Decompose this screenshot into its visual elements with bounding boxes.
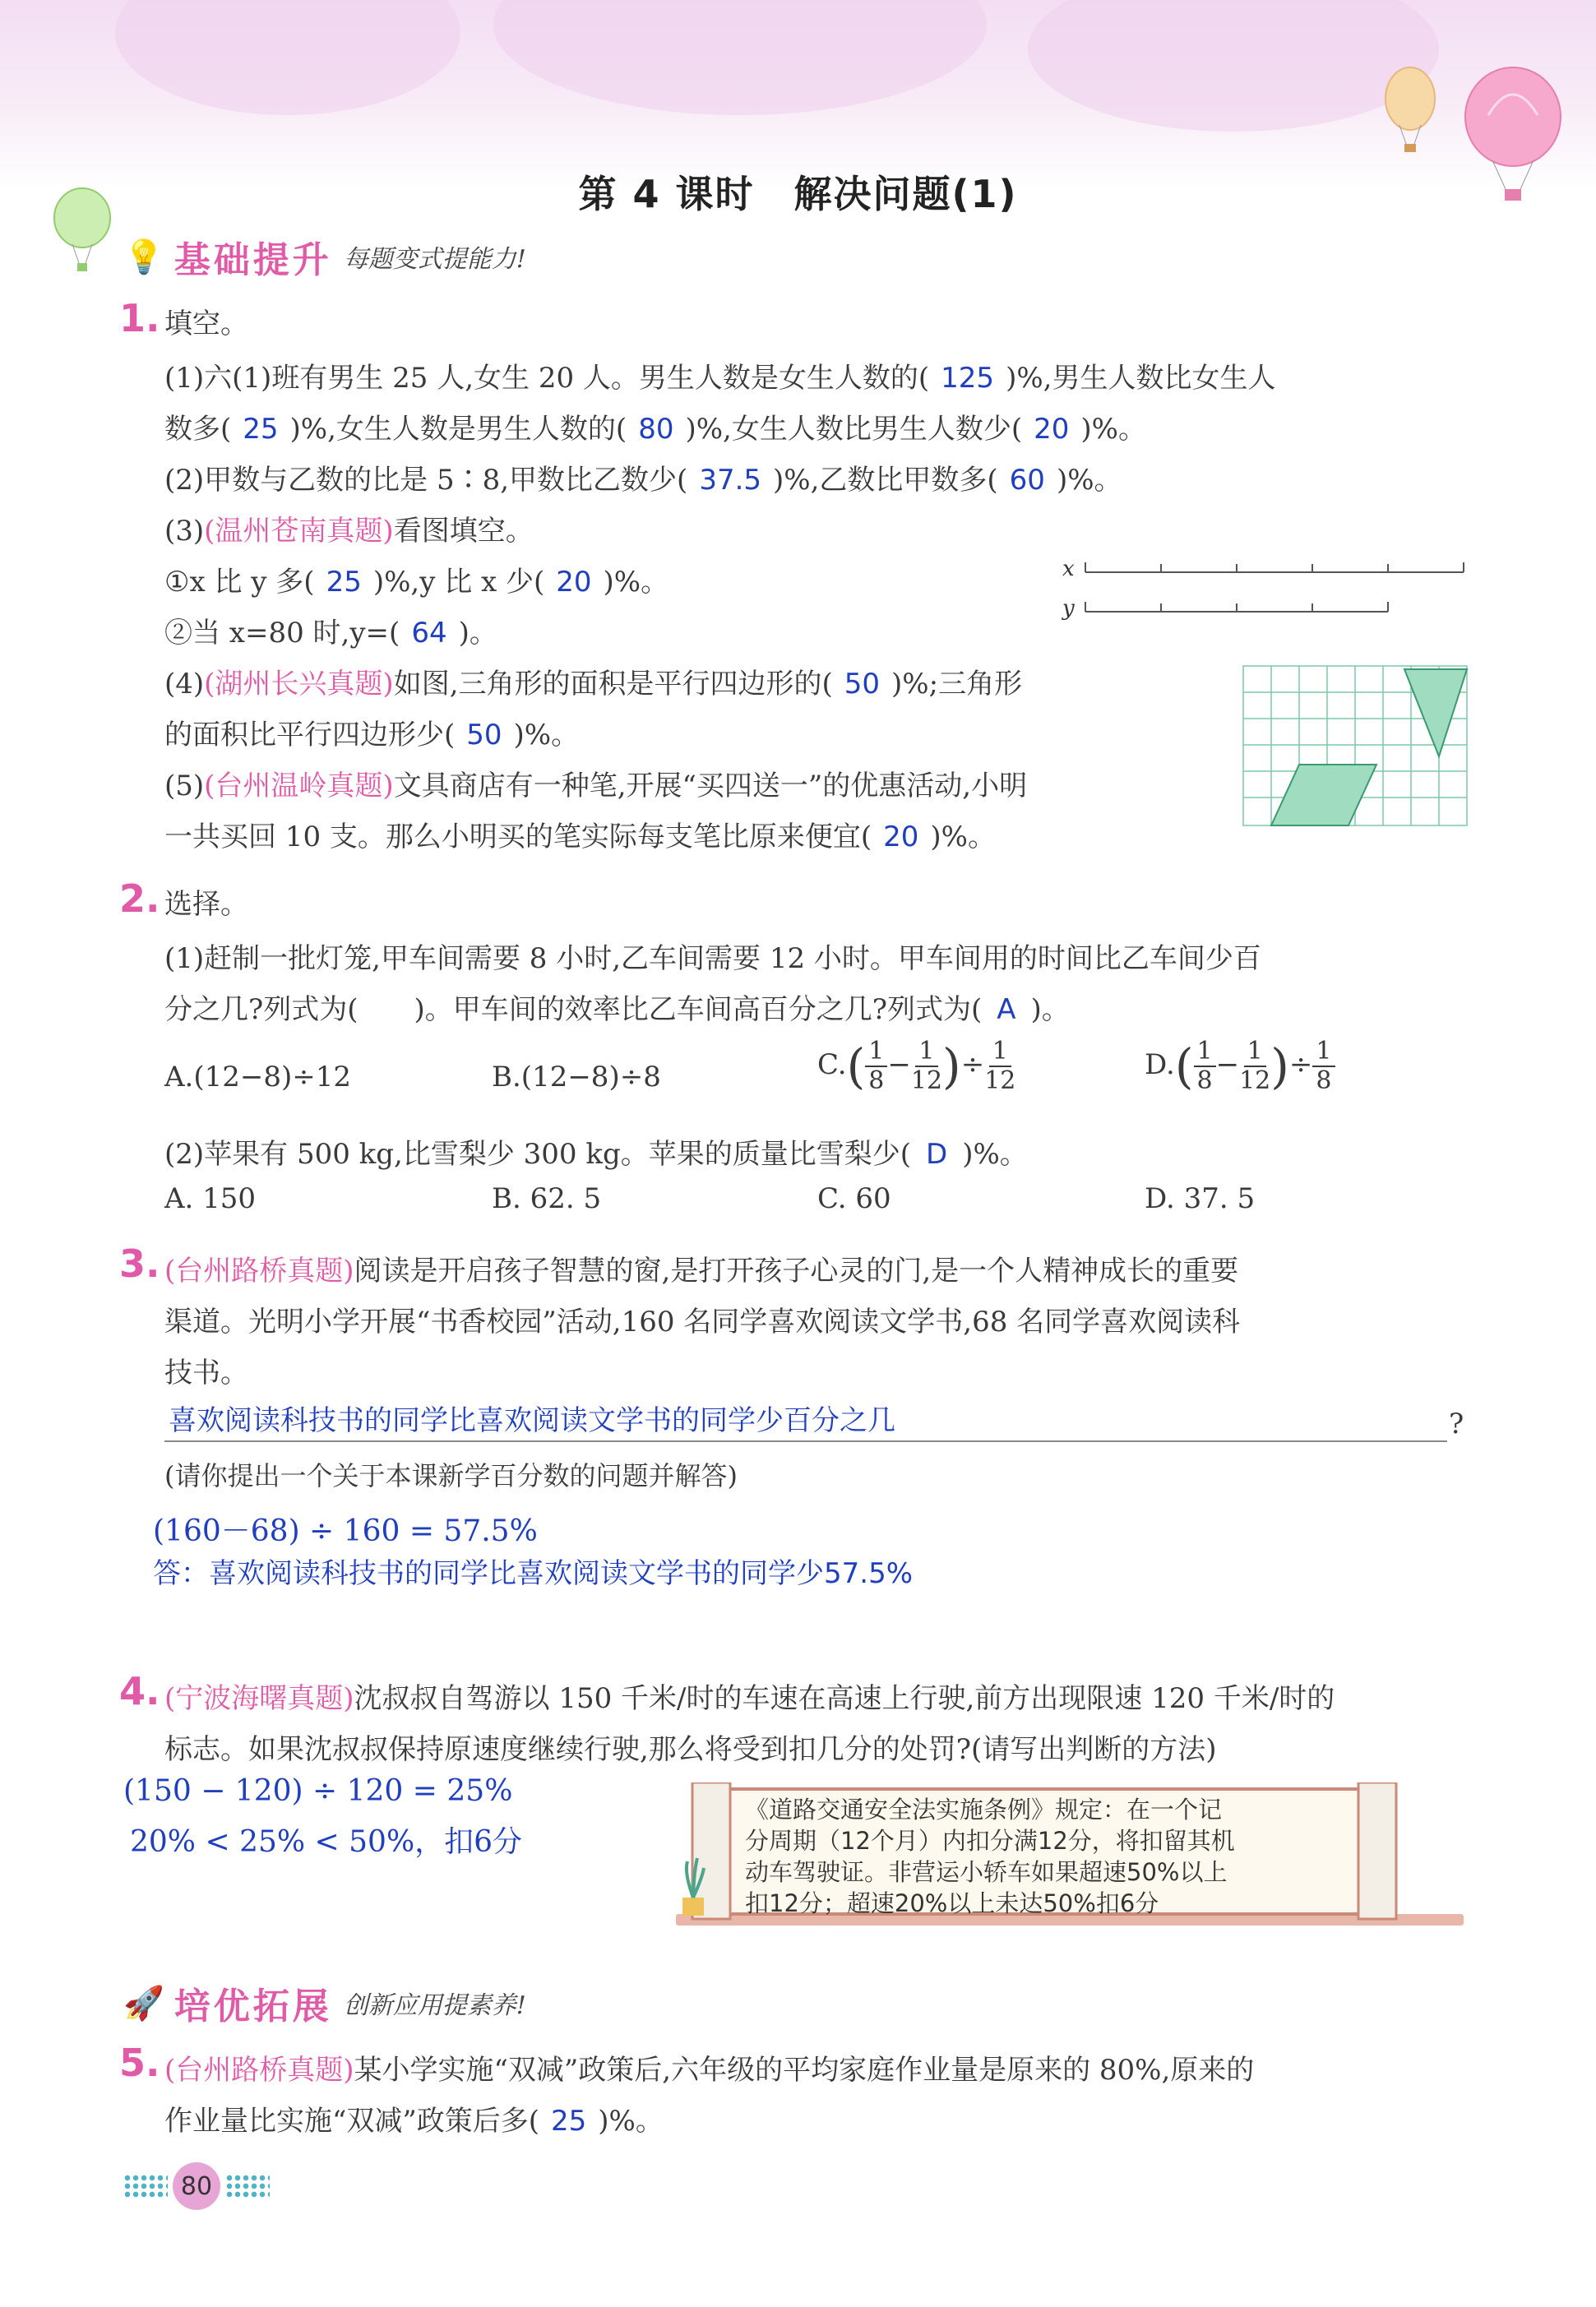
q2-part1-line2 <box>164 987 1070 1027</box>
text: )%。 <box>962 1138 1028 1171</box>
answer: D <box>926 1138 948 1171</box>
text: )%。 <box>930 821 996 853</box>
answer: 80 <box>638 413 674 446</box>
notice-line: 动车驾驶证。非营运小轿车如果超速50%以上 <box>745 1858 1228 1886</box>
text: (4) <box>164 668 205 700</box>
question-mark: ? <box>1449 1408 1464 1440</box>
question-number: 4. <box>119 1669 160 1713</box>
q1-part3-1 <box>164 559 668 599</box>
notice-text <box>745 1794 1235 1919</box>
answer: 25 <box>551 2105 587 2138</box>
text: 文具商店有一种笔,开展“买四送一”的优惠活动,小明 <box>393 770 1028 802</box>
notice-line: 分周期（12个月）内扣分满12分，将扣留其机 <box>745 1827 1235 1855</box>
q3-hint: (请你提出一个关于本课新学百分数的问题并解答) <box>164 1460 738 1491</box>
option-d: D.( $\frac{1}{8}$ − $\frac{1}{12}$ )÷ $\frac{1}{8}$ <box>1145 1038 1335 1095</box>
text: (3) <box>164 515 205 548</box>
option-a: A. 150 <box>164 1182 257 1215</box>
section-tag: 创新应用提素养! <box>343 1991 526 2020</box>
text: )%,乙数比甲数多( <box>773 464 998 497</box>
regulation-notice-board <box>676 1782 1464 1930</box>
page-title: 第 4 课时 解决问题(1) <box>578 172 1018 216</box>
text: )%,y 比 x 少( <box>372 566 545 599</box>
answer: 37.5 <box>699 464 762 497</box>
text: )%。 <box>603 566 669 599</box>
dots-decoration <box>123 2174 168 2198</box>
handwritten-question: 喜欢阅读科技书的同学比喜欢阅读文学书的同学少百分之几 <box>169 1404 895 1437</box>
text: − <box>1215 1048 1240 1081</box>
source-tag: (湖州长兴真题) <box>204 668 394 700</box>
answer: 25 <box>326 566 362 599</box>
notice-line: 《道路交通安全法实施条例》规定：在一个记 <box>745 1796 1223 1824</box>
page-number: 80 <box>173 2162 220 2210</box>
text: ÷ <box>960 1048 985 1081</box>
answer: 125 <box>941 362 995 395</box>
label-y: y <box>1062 596 1075 621</box>
question-number: 1. <box>119 296 160 340</box>
source-tag: (台州路桥真题) <box>164 2054 354 2087</box>
handwritten-answer: 答：喜欢阅读科技书的同学比喜欢阅读文学书的同学少57.5% <box>153 1557 914 1590</box>
text: − <box>887 1048 911 1081</box>
answer: 20 <box>556 566 592 599</box>
option-c: C.( $\frac{1}{8}$ − $\frac{1}{12}$ )÷ $\frac{1}{12}$ <box>817 1037 1016 1095</box>
fraction: $\frac{1}{12}$ <box>1239 1037 1271 1095</box>
grid-figure <box>1242 664 1472 829</box>
q2-part1-line1: (1)赶制一批灯笼,甲车间需要 8 小时,乙车间需要 12 小时。甲车间用的时间比乙车间少百 <box>164 942 1261 975</box>
text: 一共买回 10 支。那么小明买的笔实际每支笔比原来便宜( <box>164 821 872 853</box>
rocket-icon: 🚀 <box>123 1984 164 2023</box>
option-d: D. 37. 5 <box>1145 1182 1256 1215</box>
text: 作业量比实施“双减”政策后多( <box>164 2105 540 2138</box>
text: )%,女生人数比男生人数少( <box>685 413 1023 446</box>
question-number: 5. <box>119 2041 160 2085</box>
fraction: $\frac{1}{12}$ <box>984 1037 1016 1095</box>
option-c: C. 60 <box>817 1182 891 1215</box>
text: 如图,三角形的面积是平行四边形的( <box>393 668 833 700</box>
answer: 50 <box>844 668 881 700</box>
fraction: $\frac{1}{8}$ <box>865 1038 887 1095</box>
question-number: 3. <box>119 1241 160 1286</box>
answer-underline <box>164 1440 1447 1442</box>
source-tag: (宁波海曙真题) <box>164 1682 354 1715</box>
q1-part5-line1 <box>164 763 1027 803</box>
text: ÷ <box>1288 1048 1313 1081</box>
text: )%。 <box>598 2105 664 2138</box>
text: (5) <box>164 770 205 802</box>
answer: A <box>997 993 1016 1026</box>
text: 的面积比平行四边形少( <box>164 719 456 751</box>
text: )%。 <box>1080 413 1146 446</box>
cloud-decoration <box>493 0 987 115</box>
text: 沈叔叔自驾游以 150 千米/时的车速在高速上行驶,前方出现限速 120 千米/时的 <box>354 1682 1335 1715</box>
balloon-icon <box>1381 66 1439 156</box>
q1-part3-2 <box>164 610 497 650</box>
q2-part2 <box>164 1131 1028 1172</box>
q1-part5-line2 <box>164 814 996 854</box>
answer: 20 <box>1034 413 1070 446</box>
text: 分之几?列式为( )。甲车间的效率比乙车间高百分之几?列式为( <box>164 993 983 1026</box>
text: ①x 比 y 多( <box>164 566 315 599</box>
option-b: B.(12−8)÷8 <box>492 1061 661 1093</box>
cloud-decoration <box>1028 0 1439 132</box>
q4-line1 <box>164 1676 1335 1716</box>
text: 某小学实施“双减”政策后,六年级的平均家庭作业量是原来的 80%,原来的 <box>354 2054 1255 2087</box>
text: (2)苹果有 500 kg,比雪梨少 300 kg。苹果的质量比雪梨少( <box>164 1138 911 1171</box>
triangle-shape <box>1404 669 1467 756</box>
fraction: $\frac{1}{8}$ <box>1194 1038 1216 1095</box>
text: )%。 <box>1056 464 1122 497</box>
answer: 60 <box>1009 464 1045 497</box>
text: (2)甲数与乙数的比是 5∶8,甲数比乙数少( <box>164 464 688 497</box>
answer: 64 <box>411 617 447 650</box>
q1-part3-head <box>164 508 534 548</box>
text: )%,女生人数是男生人数的( <box>289 413 627 446</box>
question-heading: 填空。 <box>164 307 248 340</box>
lightbulb-icon: 💡 <box>123 238 164 276</box>
dots-decoration <box>225 2174 270 2198</box>
section-badge: 基础提升 <box>173 239 332 281</box>
text: D. <box>1145 1048 1175 1081</box>
text: (1)六(1)班有男生 25 人,女生 20 人。男生人数是女生人数的( <box>164 362 930 395</box>
section-tag: 每题变式提能力! <box>343 245 526 274</box>
text: )%。 <box>513 719 580 751</box>
header-banner <box>0 0 1596 189</box>
page-number-badge <box>123 2162 270 2210</box>
source-tag: (温州苍南真题) <box>204 515 394 548</box>
text: )%,男生人数比女生人 <box>1006 362 1276 395</box>
q4-line2: 标志。如果沈叔叔保持原速度继续行驶,那么将受到扣几分的处罚?(请写出判断的方法) <box>164 1733 1217 1766</box>
text: 看图填空。 <box>393 515 534 548</box>
option-a: A.(12−8)÷12 <box>164 1061 352 1093</box>
text: )%;三角形 <box>891 668 1023 700</box>
q1-part1-line2 <box>164 406 1146 446</box>
q3-line2: 渠道。光明小学开展“书香校园”活动,160 名同学喜欢阅读文学书,68 名同学喜欢阅读科 <box>164 1306 1241 1338</box>
notice-line: 扣12分；超速20%以上未达50%扣6分 <box>745 1889 1159 1917</box>
text: )。 <box>1030 993 1070 1026</box>
q1-part4-line2 <box>164 712 579 752</box>
text: C. <box>817 1048 847 1081</box>
question-number: 2. <box>119 876 160 921</box>
answer: 20 <box>883 821 919 853</box>
q5-line2 <box>164 2098 664 2138</box>
handwritten-work: (150 − 120) ÷ 120 = 25% <box>123 1774 513 1808</box>
q1-part4-line1 <box>164 661 1022 701</box>
fraction: $\frac{1}{12}$ <box>910 1037 943 1095</box>
parallelogram-shape <box>1271 765 1376 825</box>
segment-diagram <box>1061 552 1472 626</box>
answer: 50 <box>466 719 502 751</box>
fraction: $\frac{1}{8}$ <box>1312 1038 1335 1095</box>
option-b: B. 62. 5 <box>492 1182 602 1215</box>
text: 阅读是开启孩子智慧的窗,是打开孩子心灵的门,是一个人精神成长的重要 <box>354 1255 1239 1288</box>
q5-line1 <box>164 2047 1254 2087</box>
handwritten-work: 20% < 25% < 50%，扣6分 <box>130 1825 523 1859</box>
label-x: x <box>1062 557 1075 581</box>
text: ②当 x=80 时,y=( <box>164 617 400 650</box>
handwritten-work: (160－68) ÷ 160 = 57.5% <box>153 1514 538 1548</box>
q3-line1 <box>164 1248 1238 1288</box>
text: 数多( <box>164 413 232 446</box>
source-tag: (台州温岭真题) <box>204 770 394 802</box>
source-tag: (台州路桥真题) <box>164 1255 354 1288</box>
answer: 25 <box>243 413 279 446</box>
text: )。 <box>458 617 497 650</box>
section-badge: 培优拓展 <box>173 1986 332 2027</box>
q3-line3: 技书。 <box>164 1357 248 1389</box>
q1-part2 <box>164 457 1122 497</box>
question-heading: 选择。 <box>164 888 248 921</box>
section-header-basic <box>123 230 526 283</box>
cloud-decoration <box>115 0 460 115</box>
section-header-extend <box>123 1976 526 2029</box>
q1-part1-line1 <box>164 355 1275 395</box>
